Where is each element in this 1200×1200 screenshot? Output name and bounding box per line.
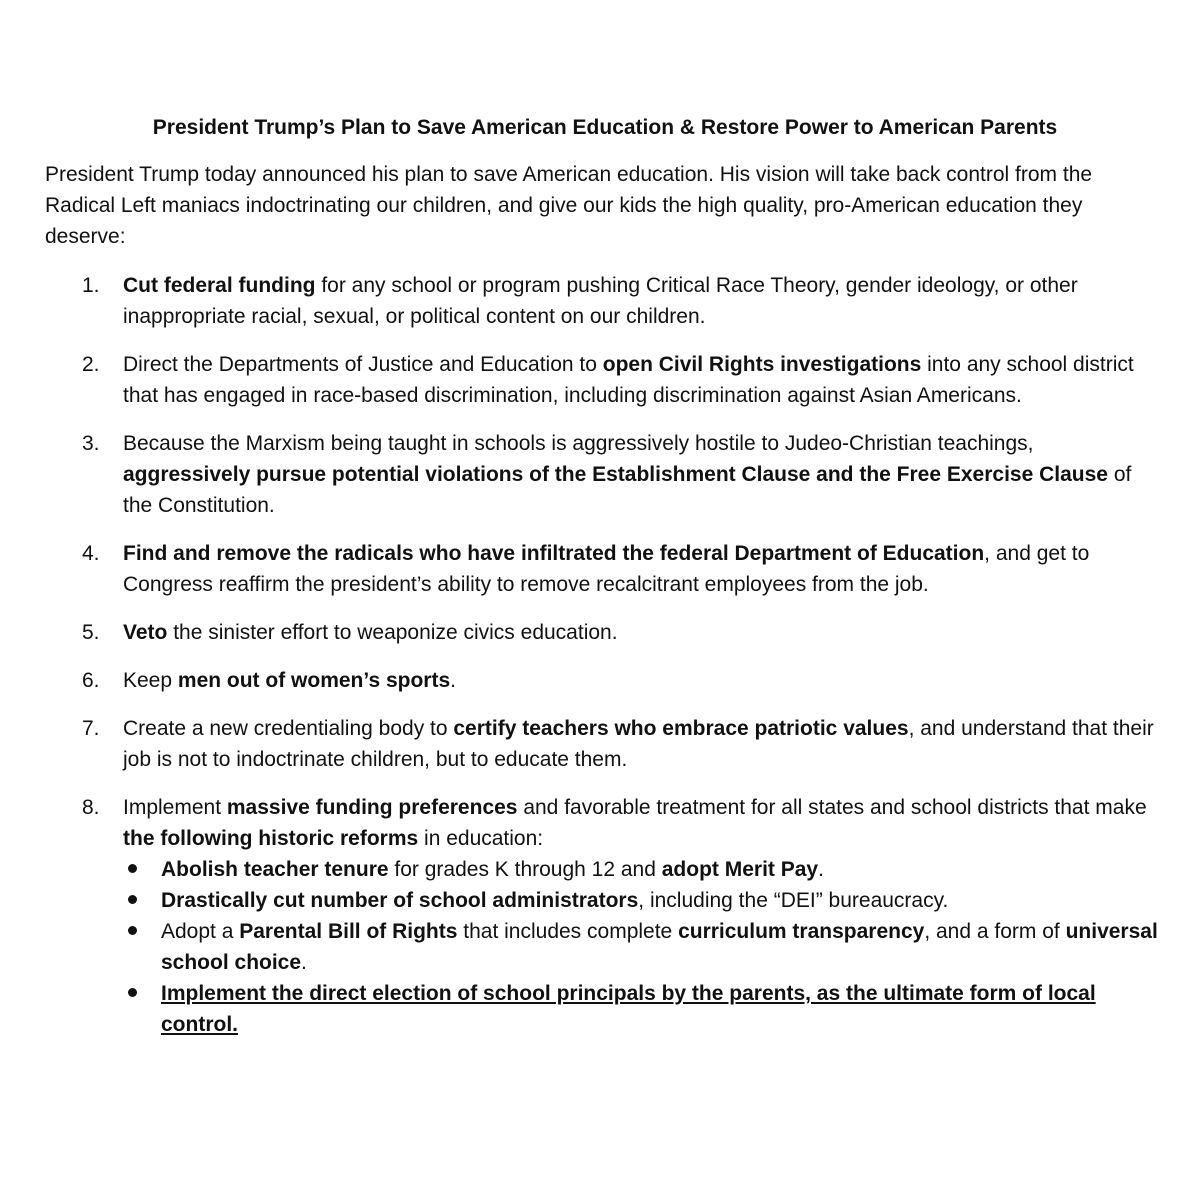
item-number: 8. xyxy=(82,796,100,819)
bullet-text: for grades K through 12 and xyxy=(388,858,662,881)
bullet-bold-text: Abolish teacher tenure xyxy=(161,858,389,881)
list-item-6 xyxy=(45,665,1165,696)
item-number: 6. xyxy=(82,669,100,692)
item-number: 1. xyxy=(82,274,100,297)
item-bold-text: aggressively pursue potential violations of the Establishment Clause and the Free Exercise Clause xyxy=(123,463,1108,486)
bullet-text: , and a form of xyxy=(924,920,1066,943)
bullet-icon xyxy=(128,895,137,904)
item-text: Because the Marxism being taught in schools is aggressively hostile to Judeo-Christian teachings, xyxy=(123,432,1034,455)
item-text: the sinister effort to weaponize civics education. xyxy=(167,621,618,644)
bullet-text: Adopt a xyxy=(161,920,240,943)
bullet-icon xyxy=(128,864,137,873)
list-item-1 xyxy=(45,270,1165,332)
item-text: , and understand that their job is not to indoctrinate children, but to educate them. xyxy=(123,717,1154,771)
bullet-bold-underlined-text: Implement the direct election of school principals by the parents, as the ultimate form of local control. xyxy=(161,982,1096,1036)
item-bold-text: Veto xyxy=(123,621,168,644)
bullet-text: . xyxy=(301,951,307,974)
item-bold-text: certify teachers who embrace patriotic values xyxy=(453,717,909,740)
bullet-item-4 xyxy=(123,978,1165,1040)
item-number: 4. xyxy=(82,542,100,565)
item-bold-text: Find and remove the radicals who have infiltrated the federal Department of Education xyxy=(123,542,985,565)
item-bold-text: the following historic reforms xyxy=(123,827,419,850)
bullet-item-3 xyxy=(123,916,1165,978)
item-number: 5. xyxy=(82,621,100,644)
item-text: Implement xyxy=(123,796,227,819)
bullet-text: that includes complete xyxy=(457,920,679,943)
item-text: , and get to Congress reaffirm the president’s ability to remove recalcitrant employees from the job. xyxy=(123,542,1090,596)
list-item-4 xyxy=(45,538,1165,600)
bullet-bold-text: Parental Bill of Rights xyxy=(239,920,458,943)
item-text: Direct the Departments of Justice and Education to xyxy=(123,353,603,376)
item-bold-text: massive funding preferences xyxy=(226,796,518,819)
item-text: . xyxy=(450,669,456,692)
item-text: and favorable treatment for all states and school districts that make xyxy=(517,796,1147,819)
bullet-icon xyxy=(128,988,137,997)
bullet-text: . xyxy=(818,858,824,881)
bullet-bold-text: adopt Merit Pay xyxy=(661,858,819,881)
bullet-item-1 xyxy=(123,854,1165,885)
list-item-5 xyxy=(45,617,1165,648)
bullet-bold-text: universal school choice xyxy=(161,920,1158,974)
list-item-3 xyxy=(45,428,1165,521)
reform-bullet-list xyxy=(123,854,1165,1040)
bullet-bold-text: Drastically cut number of school administrators xyxy=(161,889,639,912)
bullet-item-2 xyxy=(123,885,1165,916)
document-title: President Trump’s Plan to Save American Education & Restore Power to American Parents xyxy=(152,116,1058,139)
list-item-2 xyxy=(45,349,1165,411)
intro-paragraph: President Trump today announced his plan to save American education. His vision will take back control from the Radical Left maniacs indoctrinating our children, and give our kids the high quality, pro-American education they deserve: xyxy=(45,163,1093,248)
item-number: 2. xyxy=(82,353,100,376)
item-text: into any school district that has engaged in race-based discrimination, including discrimination against Asian Americans. xyxy=(123,353,1134,407)
item-text: in education: xyxy=(418,827,544,850)
document xyxy=(45,112,1165,1057)
item-text: for any school or program pushing Critical Race Theory, gender ideology, or other inappropriate racial, sexual, or political content on our children. xyxy=(123,274,1078,328)
bullet-text: , including the “DEI” bureaucracy. xyxy=(638,889,949,912)
numbered-list xyxy=(45,270,1165,1040)
item-bold-text: men out of women’s sports xyxy=(177,669,451,692)
item-bold-text: open Civil Rights investigations xyxy=(602,353,922,376)
list-item-8 xyxy=(45,792,1165,1040)
item-text: of the Constitution. xyxy=(123,463,1132,517)
list-item-7 xyxy=(45,713,1165,775)
item-text: Create a new credentialing body to xyxy=(123,717,454,740)
item-bold-text: Cut federal funding xyxy=(123,274,316,297)
bullet-icon xyxy=(128,926,137,935)
item-number: 7. xyxy=(82,717,100,740)
item-number: 3. xyxy=(82,432,100,455)
item-text: Keep xyxy=(123,669,178,692)
bullet-bold-text: curriculum transparency xyxy=(678,920,925,943)
